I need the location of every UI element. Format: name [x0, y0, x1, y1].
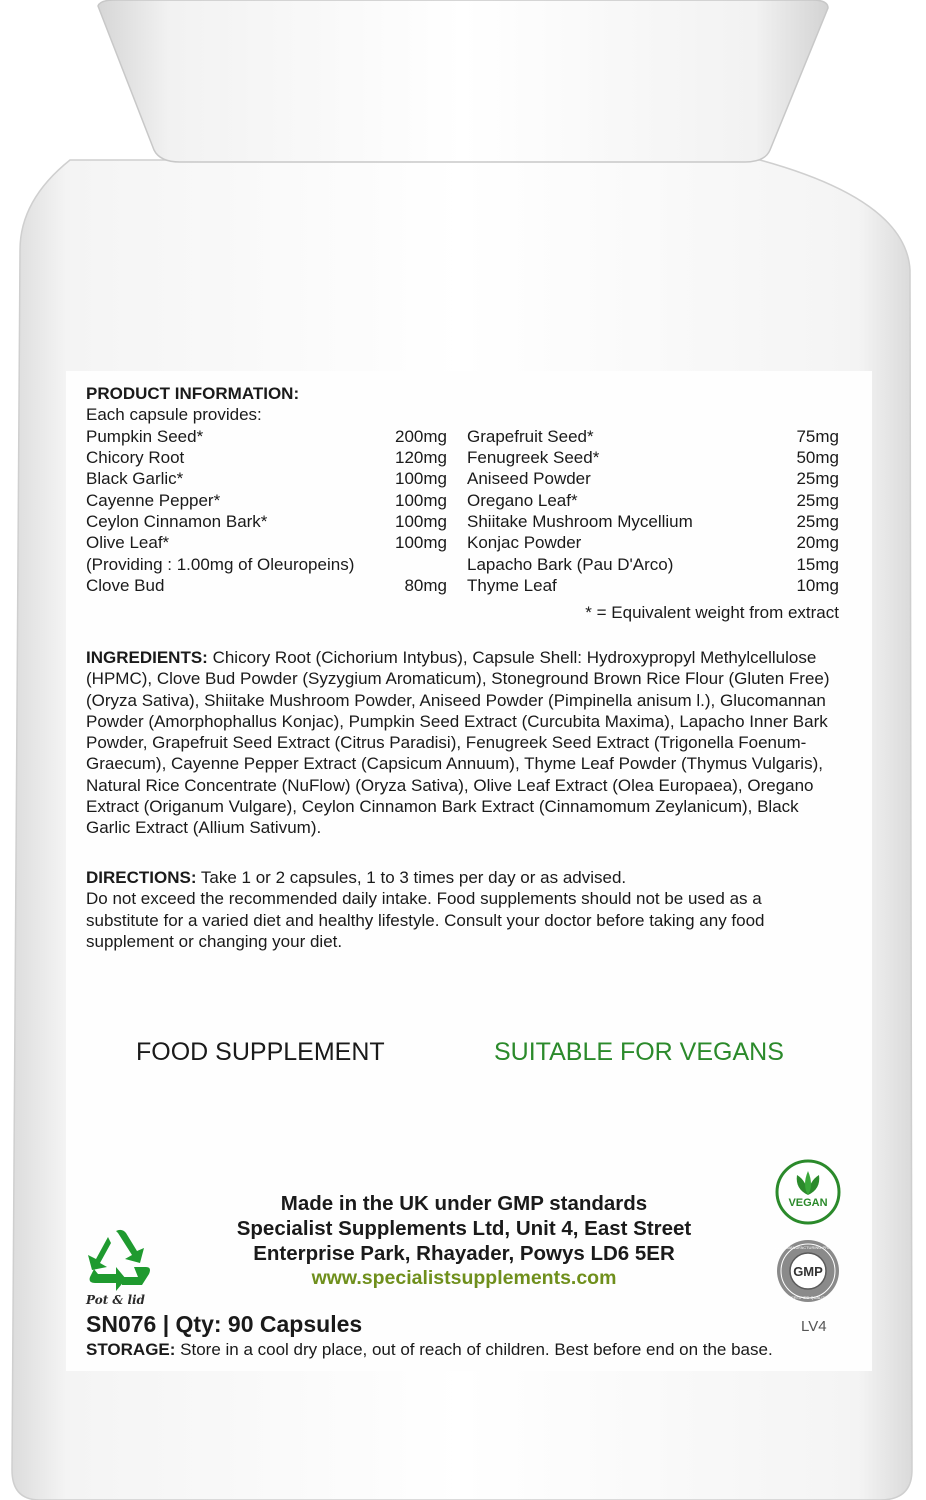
nutrient-amount: 80mg	[404, 576, 447, 595]
nutrient-name: Thyme Leaf	[467, 576, 557, 595]
vegan-leaf-icon	[775, 1159, 841, 1225]
ingredients-label: INGREDIENTS:	[86, 648, 208, 667]
directions-text: Take 1 or 2 capsules, 1 to 3 times per day or as advised.	[200, 868, 627, 887]
nutrient-name: Konjac Powder	[467, 533, 582, 552]
ingredients-block	[86, 647, 836, 839]
nutrient-amount: 100mg	[395, 469, 447, 488]
nutrient-amount: 10mg	[796, 576, 839, 595]
product-info-subheading: Each capsule provides:	[86, 405, 262, 424]
nutrient-name: Oregano Leaf*	[467, 491, 578, 510]
nutrient-name: Lapacho Bark (Pau D'Arco)	[467, 555, 674, 574]
company-address-line2: Enterprise Park, Rhayader, Powys LD6 5ER	[253, 1242, 675, 1265]
gmp-ring-top: GOOD MANUFACTURING PRACTICE	[775, 1245, 841, 1250]
extract-footnote: * = Equivalent weight from extract	[585, 603, 839, 622]
company-address-line1: Specialist Supplements Ltd, Unit 4, East Street	[236, 1217, 692, 1240]
recycle-icon	[82, 1229, 154, 1319]
nutrient-name: Olive Leaf*	[86, 533, 170, 552]
gmp-seal-icon	[775, 1238, 841, 1304]
nutrient-name: (Providing : 1.00mg of Oleuropeins)	[86, 555, 355, 574]
nutrient-amount: 75mg	[796, 427, 839, 446]
nutrient-name: Ceylon Cinnamon Bark*	[86, 512, 268, 531]
vegan-badge	[775, 1159, 841, 1225]
nutrient-amount: 100mg	[395, 533, 447, 552]
vegan-badge-text: VEGAN	[788, 1197, 828, 1209]
directions-warning: Do not exceed the recommended daily intake. Food supplements should not be used as a substitute for a varied diet and healthy lifestyle. Consult your doctor before taking any food supplement or changing your diet.	[86, 889, 765, 951]
nutrient-name: Pumpkin Seed*	[86, 427, 204, 446]
gmp-ring-bottom: CERTIFIED QUALITY	[788, 1295, 828, 1300]
nutrient-name: Aniseed Powder	[467, 469, 591, 488]
nutrient-name: Cayenne Pepper*	[86, 491, 221, 510]
nutrient-name: Black Garlic*	[86, 469, 184, 488]
ingredients-text: Chicory Root (Cichorium Intybus), Capsule Shell: Hydroxypropyl Methylcellulose (HPMC), Clove Bud Powder (Syzygium Aromaticum), Stoneground Brown Rice Flour (Gluten Free) (Oryza Sativa), Shiitake Mushroom Powder, Aniseed Powder (Pimpinella anisum l.), Glucomannan Powder (Amorphophallus Konjac), Pumpkin Seed Extract (Curcubita Maxima), Lapacho Inner Bark Powder, Grapefruit Seed Extract (Citrus Paradisi), Fenugreek Seed Extract (Trigonella Foenum-Graecum), Cayenne Pepper Extract (Capsicum Annuum), Thyme Leaf Powder (Thymus Vulgaris), Natural Rice Concentrate (NuFlow) (Oryza Sativa), Olive Leaf Extract (Olea Europaea), Oregano Extract (Origanum Vulgare), Ceylon Cinnamon Bark Extract (Cinnamomum Zeylanicum), Black Garlic Extract (Allium Sativum).	[86, 648, 830, 838]
label-version: LV4	[801, 1318, 827, 1335]
nutrient-amount: 120mg	[395, 448, 447, 467]
directions-block	[86, 867, 836, 952]
nutrient-amount: 15mg	[796, 555, 839, 574]
storage-label: STORAGE:	[86, 1340, 176, 1359]
nutrient-amount: 100mg	[395, 512, 447, 531]
recycle-caption: Pot & lid	[86, 1293, 145, 1307]
made-in-uk: Made in the UK under GMP standards	[280, 1192, 648, 1215]
vegan-claim: SUITABLE FOR VEGANS	[494, 1038, 784, 1066]
product-info-heading: PRODUCT INFORMATION:	[86, 384, 300, 403]
website-link: www.specialistsupplements.com	[311, 1267, 617, 1289]
gmp-badge	[775, 1238, 841, 1304]
nutrient-name: Chicory Root	[86, 448, 185, 467]
storage-line	[86, 1339, 773, 1360]
nutrient-amount: 25mg	[796, 469, 839, 488]
nutrient-amount: 50mg	[796, 448, 839, 467]
gmp-center-text: GMP	[793, 1264, 823, 1279]
sku-quantity: SN076 | Qty: 90 Capsules	[86, 1311, 363, 1337]
storage-text: Store in a cool dry place, out of reach of children. Best before end on the base.	[180, 1340, 773, 1359]
nutrient-amount: 200mg	[395, 427, 447, 446]
bottle-lid	[98, 0, 828, 162]
nutrient-amount: 25mg	[796, 491, 839, 510]
nutrient-amount: 25mg	[796, 512, 839, 531]
nutrient-amount: 20mg	[796, 533, 839, 552]
nutrient-amount: 100mg	[395, 491, 447, 510]
food-supplement-label: FOOD SUPPLEMENT	[136, 1038, 385, 1066]
nutrient-name: Grapefruit Seed*	[467, 427, 594, 446]
nutrient-name: Clove Bud	[86, 576, 165, 595]
directions-label: DIRECTIONS:	[86, 868, 197, 887]
nutrient-name: Shiitake Mushroom Mycellium	[467, 512, 693, 531]
nutrient-name: Fenugreek Seed*	[467, 448, 600, 467]
